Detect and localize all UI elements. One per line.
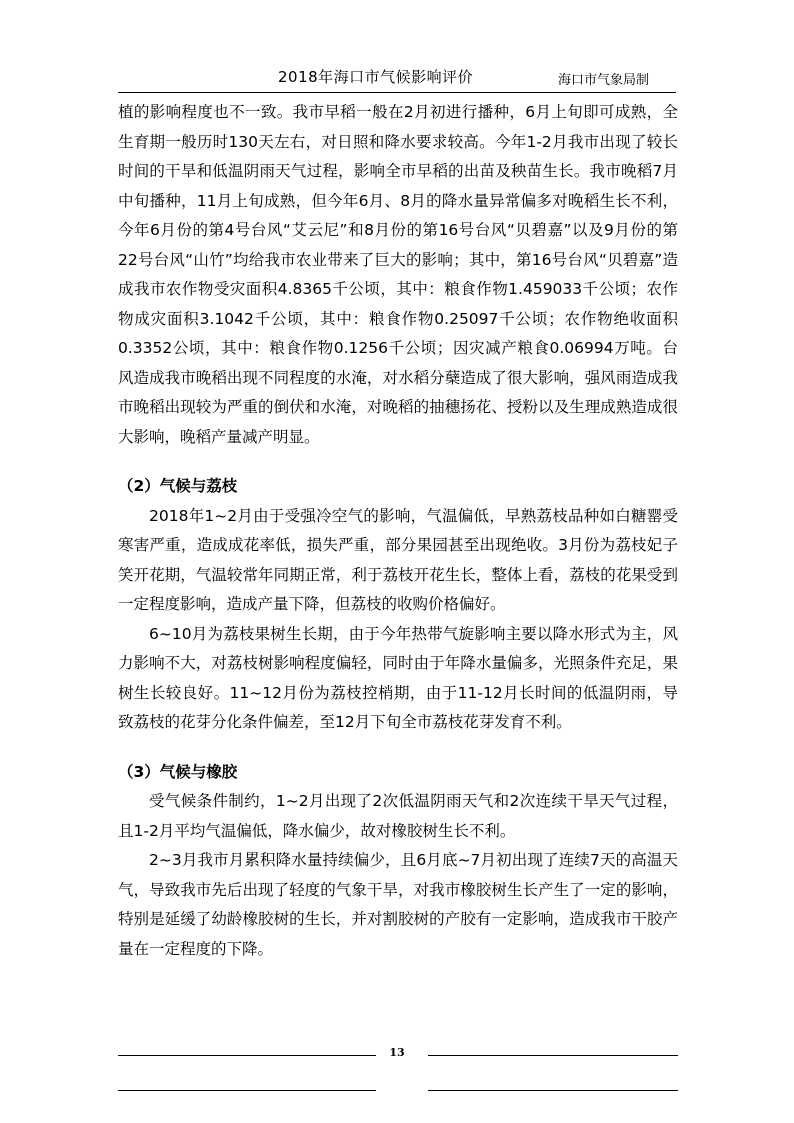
page-number: 13 [389,1046,405,1059]
footer-rule-left-top [118,1055,376,1056]
paragraph-rubber-1: 受气候条件制约，1~2月出现了2次低温阴雨天气和2次连续干旱天气过程，且1-2月平均气温偏低，降水偏少，故对橡胶树生长不利。 [118,792,678,840]
header-organization: 海口市气象局制 [558,73,650,88]
paragraph-lychee-1: 2018年1~2月由于受强冷空气的影响，气温偏低，早熟荔枝品种如白糖罂受寒害严重，造成成花率低，损失严重，部分果园甚至出现绝收。3月份为荔枝妃子笑开花期，气温较常年同期正常，利于荔枝开花生长，整体上看，荔枝的花果受到一定程度影响，造成产量下降，但荔枝的收购价格偏好。 [118,506,678,613]
paragraph-rubber-2: 2~3月我市月累积降水量持续偏少，且6月底~7月初出现了连续7天的高温天气，导致我市先后出现了轻度的气象干旱，对我市橡胶树生长产生了一定的影响，特别是延缓了幼龄橡胶树的生长，并对割胶树的产胶有一定影响，造成我市干胶产量在一定程度的下降。 [118,851,678,958]
header-title: 2018年海口市气候影响评价 [278,68,474,86]
document-body [118,98,678,964]
page-header [118,64,676,93]
section-heading-rubber: （3）气候与橡胶 [118,762,238,781]
footer-rule-left-bottom [118,1090,376,1091]
footer-rule-right-top [428,1055,678,1056]
footer-rule-right-bottom [428,1090,678,1091]
paragraph-rice: 植的影响程度也不一致。我市早稻一般在2月初进行播种，6月上旬即可成熟，全生育期一般历时130天左右，对日照和降水要求较高。今年1-2月我市出现了较长时间的干旱和低温阴雨天气过程，影响全市早稻的出苗及秧苗生长。我市晚稻7月中旬播种，11月上旬成熟，但今年6月、8月的降水量异常偏多对晚稻生长不利，今年6月份的第4号台风“艾云尼”和8月份的第16号台风“贝碧嘉”以及9月份的第22号台风“山竹”均给我市农业带来了巨大的影响；其中，第16号台风“贝碧嘉”造成我市农作物受灾面积4.8365千公顷，其中：粮食作物1.459033千公顷；农作物成灾面积3.1042千公顷，其中：粮食作物0.25097千公顷；农作物绝收面积0.3352公顷，其中：粮食作物0.1256千公顷；因灾减产粮食0.06994万吨。台风造成我市晚稻出现不同程度的水淹，对水稻分蘖造成了很大影响，强风雨造成我市晚稻出现较为严重的倒伏和水淹，对晚稻的抽穗扬花、授粉以及生理成熟造成很大影响，晚稻产量减产明显。 [118,103,678,446]
paragraph-lychee-2: 6~10月为荔枝果树生长期，由于今年热带气旋影响主要以降水形式为主，风力影响不大，对荔枝树影响程度偏轻，同时由于年降水量偏多，光照条件充足，果树生长较良好。11~12月份为荔枝控梢期，由于11-12月长时间的低温阴雨，导致荔枝的花芽分化条件偏差，至12月下旬全市荔枝花芽发育不利。 [118,624,678,731]
section-heading-lychee: （2）气候与荔枝 [118,477,238,495]
